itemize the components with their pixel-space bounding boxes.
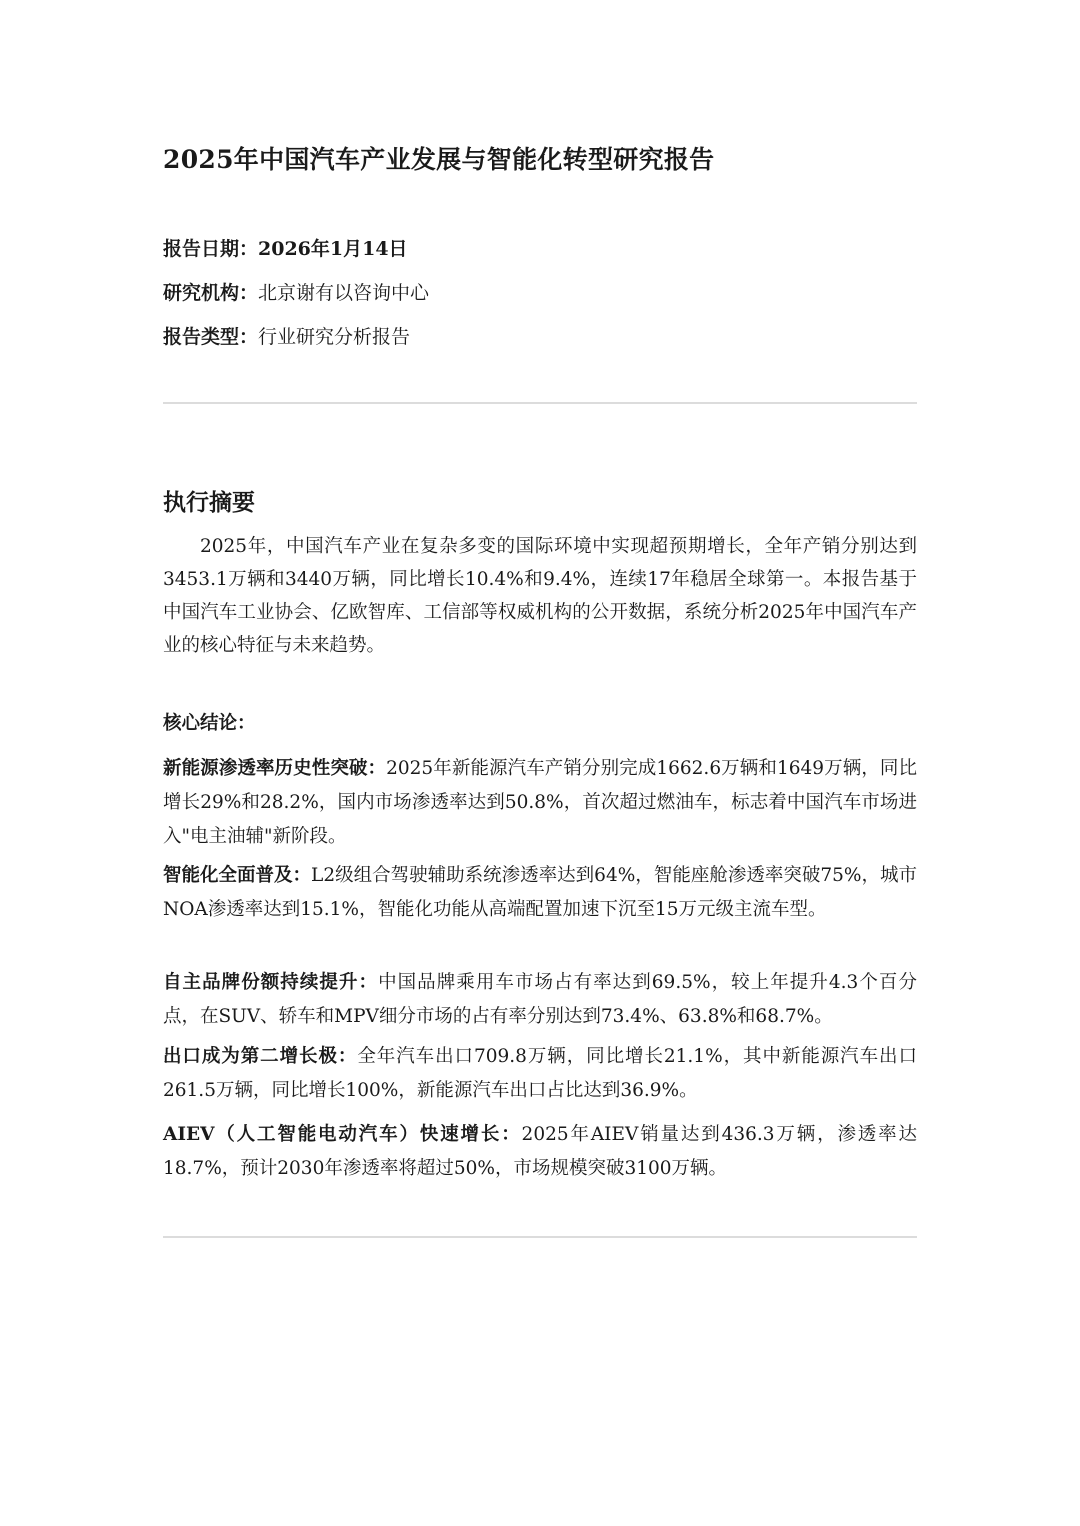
finding-intelligence bbox=[163, 859, 917, 927]
finding-text: 中国品牌乘用车市场占有率达到69.5%，较上年提升4.3个百分点，在SUV、轿车和MPV细分市场的占有率分别达到73.4%、63.8%和68.7%。 bbox=[163, 972, 917, 1027]
report-type-line bbox=[163, 322, 410, 349]
research-org-label: 研究机构： bbox=[163, 282, 259, 304]
finding-title: AIEV（人工智能电动汽车）快速增长： bbox=[163, 1124, 522, 1145]
report-date-line bbox=[163, 234, 408, 261]
finding-title: 新能源渗透率历史性突破： bbox=[163, 758, 387, 779]
report-type-value: 行业研究分析报告 bbox=[258, 326, 411, 348]
finding-text: 2025年AIEV销量达到436.3万辆，渗透率达18.7%，预计2030年渗透率将超过50%，市场规模突破3100万辆。 bbox=[163, 1124, 918, 1179]
finding-new-energy bbox=[163, 752, 917, 854]
finding-title: 智能化全面普及： bbox=[163, 865, 312, 886]
report-title: 2025年中国汽车产业发展与智能化转型研究报告 bbox=[163, 145, 715, 174]
divider-top bbox=[163, 402, 917, 404]
finding-text: 全年汽车出口709.8万辆，同比增长21.1%，其中新能源汽车出口261.5万辆，同比增长100%，新能源汽车出口占比达到36.9%。 bbox=[163, 1046, 917, 1101]
report-date-value: 2026年1月14日 bbox=[258, 238, 408, 260]
report-date-label: 报告日期： bbox=[163, 238, 259, 260]
finding-title: 出口成为第二增长极： bbox=[163, 1046, 358, 1067]
research-org-line bbox=[163, 278, 429, 305]
executive-summary-heading: 执行摘要 bbox=[163, 489, 255, 516]
finding-aiev bbox=[163, 1118, 917, 1186]
research-org-value: 北京谢有以咨询中心 bbox=[258, 282, 430, 304]
report-type-label: 报告类型： bbox=[163, 326, 259, 348]
finding-text: 2025年新能源汽车产销分别完成1662.6万辆和1649万辆，同比增长29%和28.2%，国内市场渗透率达到50.8%，首次超过燃油车，标志着中国汽车市场进入"电主油辅"新阶段。 bbox=[163, 758, 917, 847]
executive-summary-paragraph: 2025年，中国汽车产业在复杂多变的国际环境中实现超预期增长，全年产销分别达到3453.1万辆和3440万辆，同比增长10.4%和9.4%，连续17年稳居全球第一。本报告基于中国汽车工业协会、亿欧智库、工信部等权威机构的公开数据，系统分析2025年中国汽车产业的核心特征与未来趋势。 bbox=[163, 536, 917, 656]
finding-domestic-brands bbox=[163, 966, 917, 1034]
finding-title: 自主品牌份额持续提升： bbox=[163, 972, 379, 993]
finding-exports bbox=[163, 1040, 917, 1108]
divider-bottom bbox=[163, 1236, 917, 1238]
finding-text: L2级组合驾驶辅助系统渗透率达到64%，智能座舱渗透率突破75%，城市NOA渗透率达到15.1%，智能化功能从高端配置加速下沉至15万元级主流车型。 bbox=[163, 865, 917, 920]
key-conclusions-label: 核心结论： bbox=[163, 713, 256, 734]
